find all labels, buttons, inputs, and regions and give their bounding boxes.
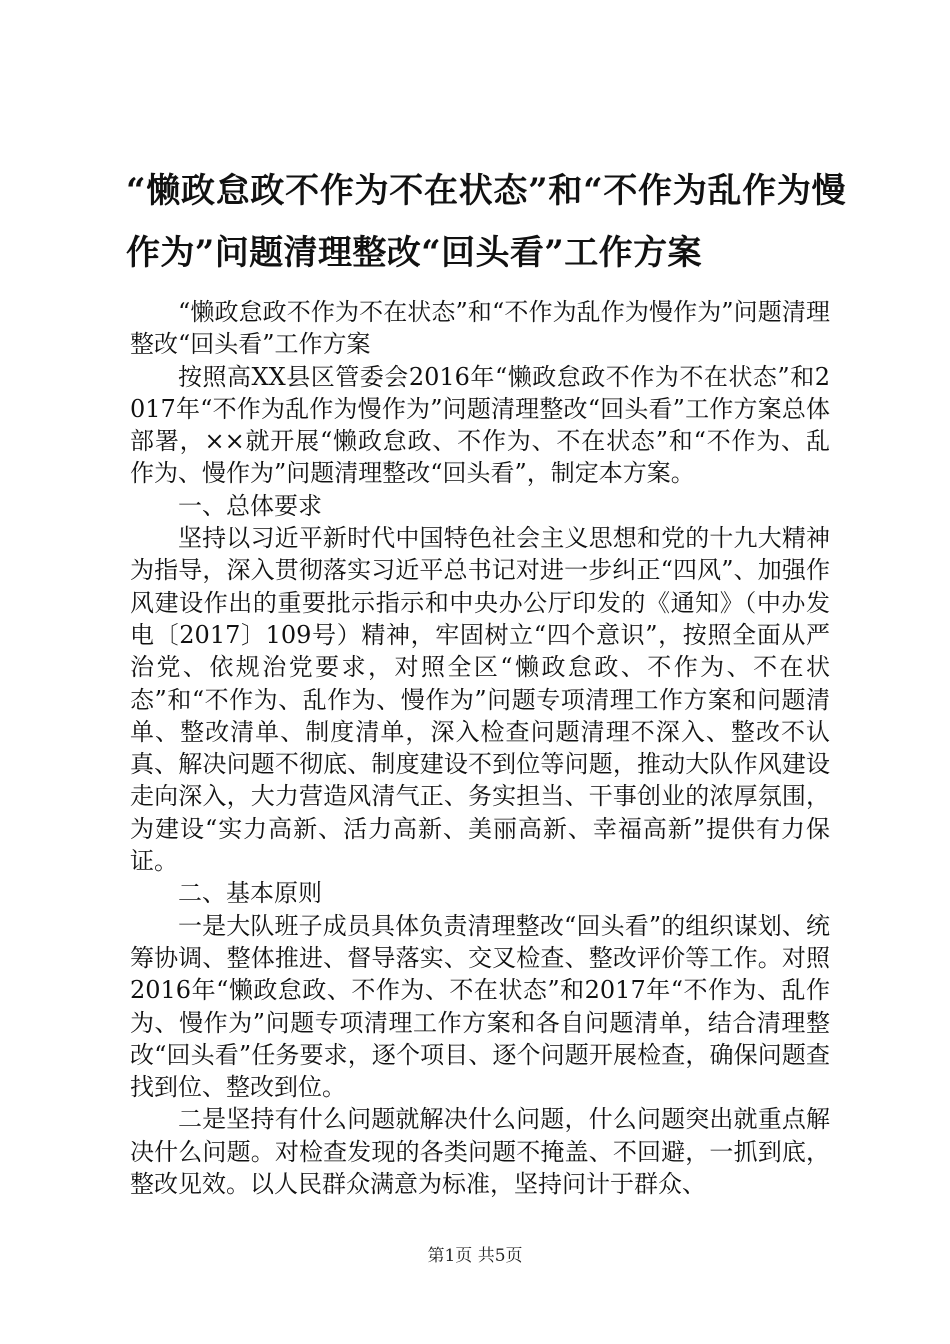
document-body	[130, 296, 830, 1200]
paragraph-subtitle: “懒政怠政不作为不在状态”和“不作为乱作为慢作为”问题清理整改“回头看”工作方案	[130, 298, 830, 359]
page-footer: 第1页 共5页	[427, 1246, 523, 1266]
section-heading-general-requirements: 一、总体要求	[178, 491, 322, 520]
paragraph-general-requirements: 坚持以习近平新时代中国特色社会主义思想和党的十九大精神为指导，深入贯彻落实习近平总书记对进一步纠正“四风”、加强作风建设作出的重要批示指示和中央办公厅印发的《通知》（中办发电〔2017〕109号）精神，牢固树立“四个意识”，按照全面从严治党、依规治党要求，对照全区“懒政怠政、不作为、不在状态”和“不作为、乱作为、慢作为”问题专项清理工作方案和问题清单、整改清单、制度清单，深入检查问题清理不深入、整改不认真、解决问题不彻底、制度建设不到位等问题，推动大队作风建设走向深入，大力营造风清气正、务实担当、干事创业的浓厚氛围，为建设“实力高新、活力高新、美丽高新、幸福高新”提供有力保证。	[130, 524, 830, 876]
paragraph-principle-one: 一是大队班子成员具体负责清理整改“回头看”的组织谋划、统筹协调、整体推进、督导落实、交叉检查、整改评价等工作。对照2016年“懒政怠政、不作为、不在状态”和2017年“不作为、乱作为、慢作为”问题专项清理工作方案和各自问题清单，结合清理整改“回头看”任务要求，逐个项目、逐个问题开展检查，确保问题查找到位、整改到位。	[130, 911, 830, 1102]
paragraph-principle-two: 二是坚持有什么问题就解决什么问题，什么问题突出就重点解决什么问题。对检查发现的各类问题不掩盖、不回避，一抓到底，整改见效。以人民群众满意为标准，坚持问计于群众、	[130, 1105, 830, 1199]
paragraph-intro: 按照高XX县区管委会2016年“懒政怠政不作为不在状态”和2017年“不作为乱作为慢作为”问题清理整改“回头看”工作方案总体部署，××就开展“懒政怠政、不作为、不在状态”和“不作为、乱作为、慢作为”问题清理整改“回头看”，制定本方案。	[130, 362, 830, 488]
document-title: “懒政怠政不作为不在状态”和“不作为乱作为慢作为”问题清理整改“回头看”工作方案	[126, 171, 846, 273]
section-heading-basic-principles: 二、基本原则	[178, 879, 322, 908]
